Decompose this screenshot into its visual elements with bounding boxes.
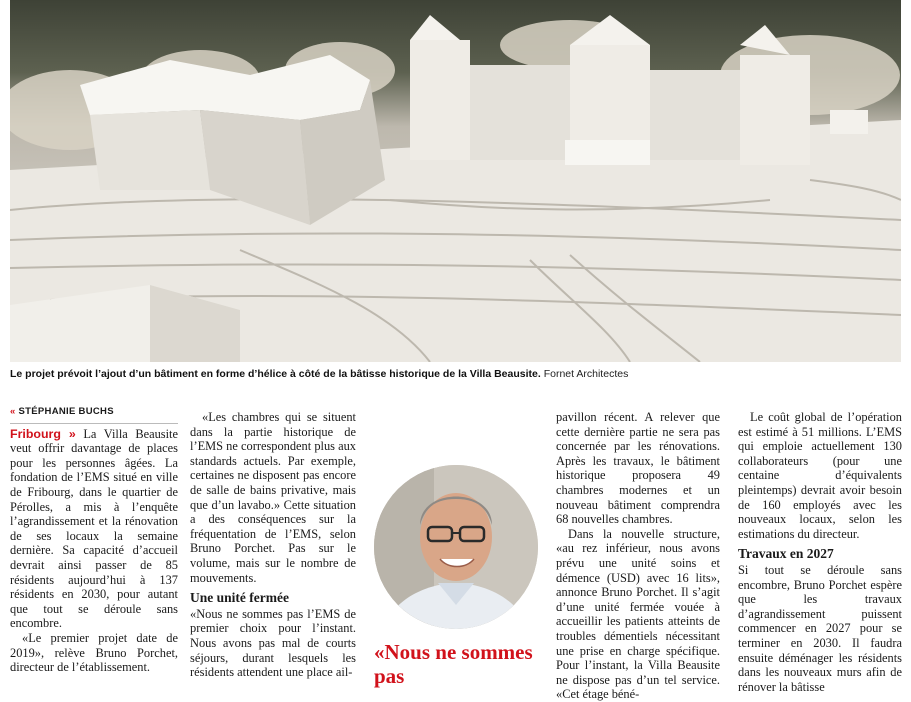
lead-paragraph: Fribourg » La Villa Beausite veut offrir davantage de places pour les personnes âgées. La fondation de l’EMS situé en ville de Fribourg, dans le quartier de Pérolles, a mis à l’enquête l’agrandissement et la rénovation de ses locaux la semaine dernière. Sa capacité d’accueil devrait ainsi passer de 85 résidents aujourd’hui à 137 résidents en 2030, pour autant que tout se déroule sans encombre. [10, 426, 179, 631]
pull-quote: «Nous ne sommes pas [374, 640, 533, 688]
paragraph: «Le premier projet date de 2019», relève Bruno Porchet, directeur de l’établissement. [10, 630, 178, 675]
portrait-photo [374, 465, 538, 629]
paragraph: pavillon récent. A relever que cette dernière partie ne sera pas concernée par les rénovations. Après les travaux, le bâtiment historique proposera 49 chambres modernes et un nouveau bâtiment comprendra 68 nouvelles chambres. [556, 410, 720, 527]
photo-credit: Fornet Architectes [543, 368, 629, 380]
paragraph: «Les chambres qui se situent dans la partie historique de l’EMS ne correspondent plus aux standards actuels. Par exemple, certaines ne disposent pas encore de salle de bains privative, mais que d’un lavabo.» Cette situation a des conséquences sur la fréquentation de l’EMS, selon Bruno Porchet. Pas sur le volume, mais sur le nombre de mouvements. [190, 410, 356, 585]
author-name: STÉPHANIE BUCHS [18, 406, 114, 417]
article-column-3 [556, 410, 720, 702]
paragraph: Le coût global de l’opération est estimé à 51 millions. L’EMS qui emploie actuellement 130 collaborateurs (pour une centaine d’équivalents pleintemps) devrait avoir besoin de 160 employés avec les nouveaux locaux, selon les estimations du directeur. [738, 410, 902, 541]
photo-caption [10, 367, 901, 381]
author-line [10, 405, 178, 424]
article-column-2 [190, 410, 356, 680]
paragraph: Si tout se déroule sans encombre, Bruno Porchet espère que les travaux d’agrandissement puissent commencer en 2027 pour se terminer en 2030. Il faudra ensuite déménager les résidents dans les nouveaux murs afin de rénover la bâtisse [738, 562, 902, 694]
subheading: Une unité fermée [190, 590, 289, 606]
caption-text: Le projet prévoit l’ajout d’un bâtiment en forme d’hélice à côté de la bâtisse historique de la Villa Beausite. [10, 368, 541, 380]
paragraph: Dans la nouvelle structure, «au rez inférieur, nous avons prévu une unité soins et démence (USD) avec 16 lits», annonce Bruno Porchet. Il s’agit d’une unité fermée vouée à accueillir les patients atteints de troubles démentiels nécessitant une prise en charge spécifique. Pour l’instant, la Villa Beausite ne dispose pas d’un tel service. «Cet étage béné- [556, 526, 720, 702]
architecture-model-photo [10, 0, 901, 362]
paragraph: «Nous ne sommes pas l’EMS de premier choix pour l’instant. Nous avons pas mal de courts séjours, durant lesquels les résidents attendent une place ail- [190, 606, 356, 680]
article-column-1 [10, 405, 178, 675]
author-chevron-icon: « [10, 406, 16, 417]
dateline: Fribourg » [10, 426, 76, 441]
article-column-4 [738, 410, 902, 694]
subheading: Travaux en 2027 [738, 546, 834, 562]
